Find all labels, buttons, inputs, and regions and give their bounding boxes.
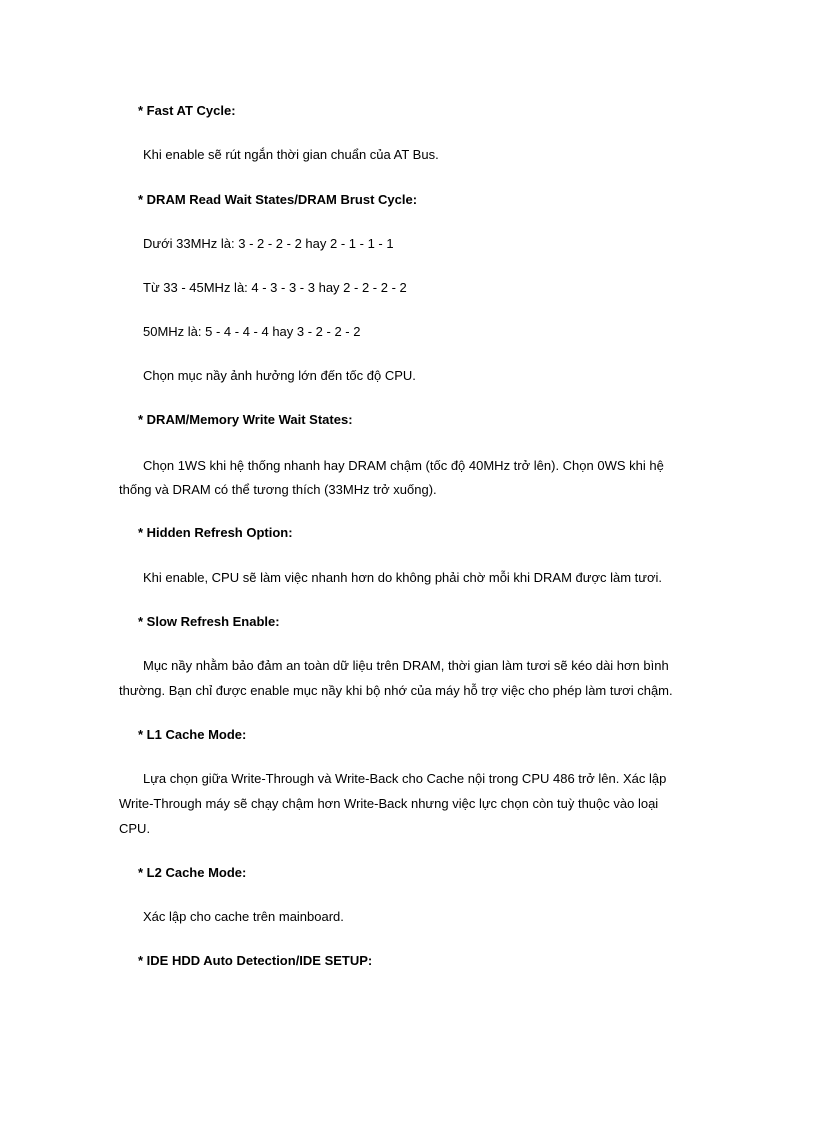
section-heading: * Fast AT Cycle: bbox=[138, 103, 236, 118]
section-heading: * Hidden Refresh Option: bbox=[138, 525, 293, 540]
paragraph-line: Chọn 1WS khi hệ thống nhanh hay DRAM chậm (tốc độ 40MHz trở lên). Chọn 0WS khi hệ bbox=[143, 458, 664, 473]
section-heading: * DRAM Read Wait States/DRAM Brust Cycle: bbox=[138, 192, 418, 207]
paragraph-line: Lựa chọn giữa Write-Through và Write-Back cho Cache nội trong CPU 486 trở lên. Xác lập bbox=[143, 771, 667, 786]
paragraph-line: Write-Through máy sẽ chạy chậm hơn Write-Back nhưng việc lực chọn còn tuỳ thuộc vào loại bbox=[119, 796, 659, 811]
section-heading: * DRAM/Memory Write Wait States: bbox=[138, 412, 353, 427]
paragraph-line: Dưới 33MHz là: 3 - 2 - 2 - 2 hay 2 - 1 - 1 - 1 bbox=[143, 236, 394, 251]
paragraph-line: thống và DRAM có thể tương thích (33MHz trở xuống). bbox=[119, 482, 437, 497]
paragraph-line: Khi enable, CPU sẽ làm việc nhanh hơn do không phải chờ mỗi khi DRAM được làm tươi. bbox=[143, 570, 663, 585]
paragraph-line: 50MHz là: 5 - 4 - 4 - 4 hay 3 - 2 - 2 - 2 bbox=[143, 324, 361, 339]
paragraph-line: Từ 33 - 45MHz là: 4 - 3 - 3 - 3 hay 2 - 2 - 2 - 2 bbox=[143, 280, 407, 295]
paragraph-line: Mục nầy nhằm bảo đảm an toàn dữ liệu trên DRAM, thời gian làm tươi sẽ kéo dài hơn bình bbox=[143, 658, 669, 673]
paragraph-line: CPU. bbox=[119, 821, 151, 836]
section-heading: * L1 Cache Mode: bbox=[138, 727, 247, 742]
paragraph-line: Khi enable sẽ rút ngắn thời gian chuẩn của AT Bus. bbox=[143, 147, 439, 162]
section-heading: * IDE HDD Auto Detection/IDE SETUP: bbox=[138, 953, 373, 968]
section-heading: * Slow Refresh Enable: bbox=[138, 614, 280, 629]
paragraph-line: Chọn mục nầy ảnh hưởng lớn đến tốc độ CPU. bbox=[143, 368, 416, 383]
paragraph-line: Xác lập cho cache trên mainboard. bbox=[143, 909, 344, 924]
section-heading: * L2 Cache Mode: bbox=[138, 865, 247, 880]
paragraph-line: thường. Bạn chỉ được enable mục nầy khi bộ nhớ của máy hỗ trợ việc cho phép làm tươi chậm. bbox=[119, 683, 673, 698]
